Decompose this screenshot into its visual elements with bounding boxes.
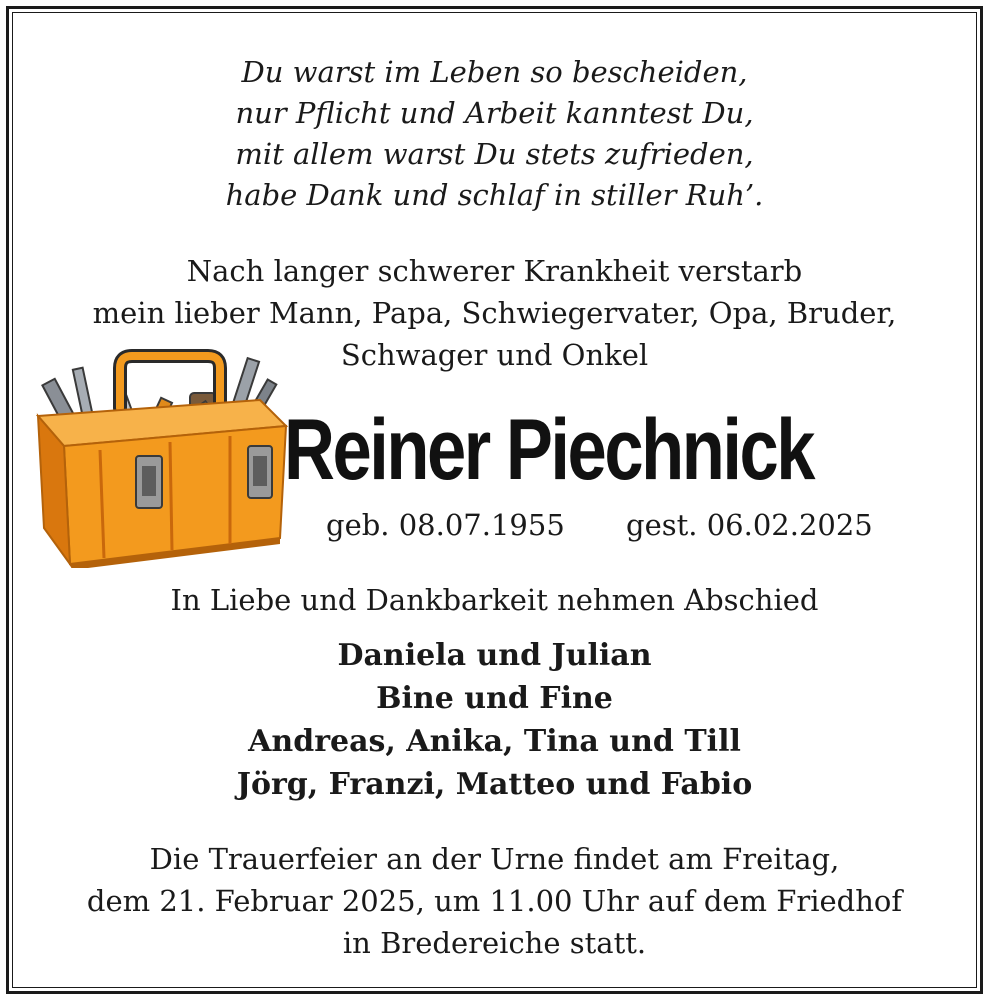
deceased-name: Reiner Piechnick bbox=[284, 402, 813, 498]
mourner-group: Bine und Fine bbox=[376, 681, 613, 716]
funeral-info bbox=[0, 838, 989, 964]
birth-date: geb. 08.07.1955 bbox=[326, 508, 565, 542]
poem bbox=[0, 52, 989, 216]
poem-line: mit allem warst Du stets zufrieden, bbox=[235, 137, 754, 171]
death-date: gest. 06.02.2025 bbox=[626, 508, 873, 542]
announcement-line: Schwager und Onkel bbox=[340, 338, 649, 372]
funeral-line: dem 21. Februar 2025, um 11.00 Uhr auf dem Friedhof bbox=[86, 884, 903, 918]
toolbox-icon bbox=[30, 338, 292, 568]
poem-line: Du warst im Leben so bescheiden, bbox=[241, 55, 748, 89]
funeral-line: Die Trauerfeier an der Urne findet am Freitag, bbox=[149, 842, 840, 876]
announcement-line: mein lieber Mann, Papa, Schwiegervater, Opa, Bruder, bbox=[92, 296, 897, 330]
mourners-list bbox=[0, 634, 989, 806]
mourner-group: Daniela und Julian bbox=[337, 638, 652, 673]
farewell-line: In Liebe und Dankbarkeit nehmen Abschied bbox=[170, 583, 819, 617]
mourner-group: Andreas, Anika, Tina und Till bbox=[248, 724, 741, 759]
poem-line: habe Dank und schlaf in stiller Ruh’. bbox=[225, 178, 764, 212]
mourner-group: Jörg, Franzi, Matteo und Fabio bbox=[236, 767, 753, 802]
announcement-line: Nach langer schwerer Krankheit verstarb bbox=[186, 254, 803, 288]
poem-line: nur Pflicht und Arbeit kanntest Du, bbox=[235, 96, 754, 130]
funeral-line: in Bredereiche statt. bbox=[342, 926, 647, 960]
